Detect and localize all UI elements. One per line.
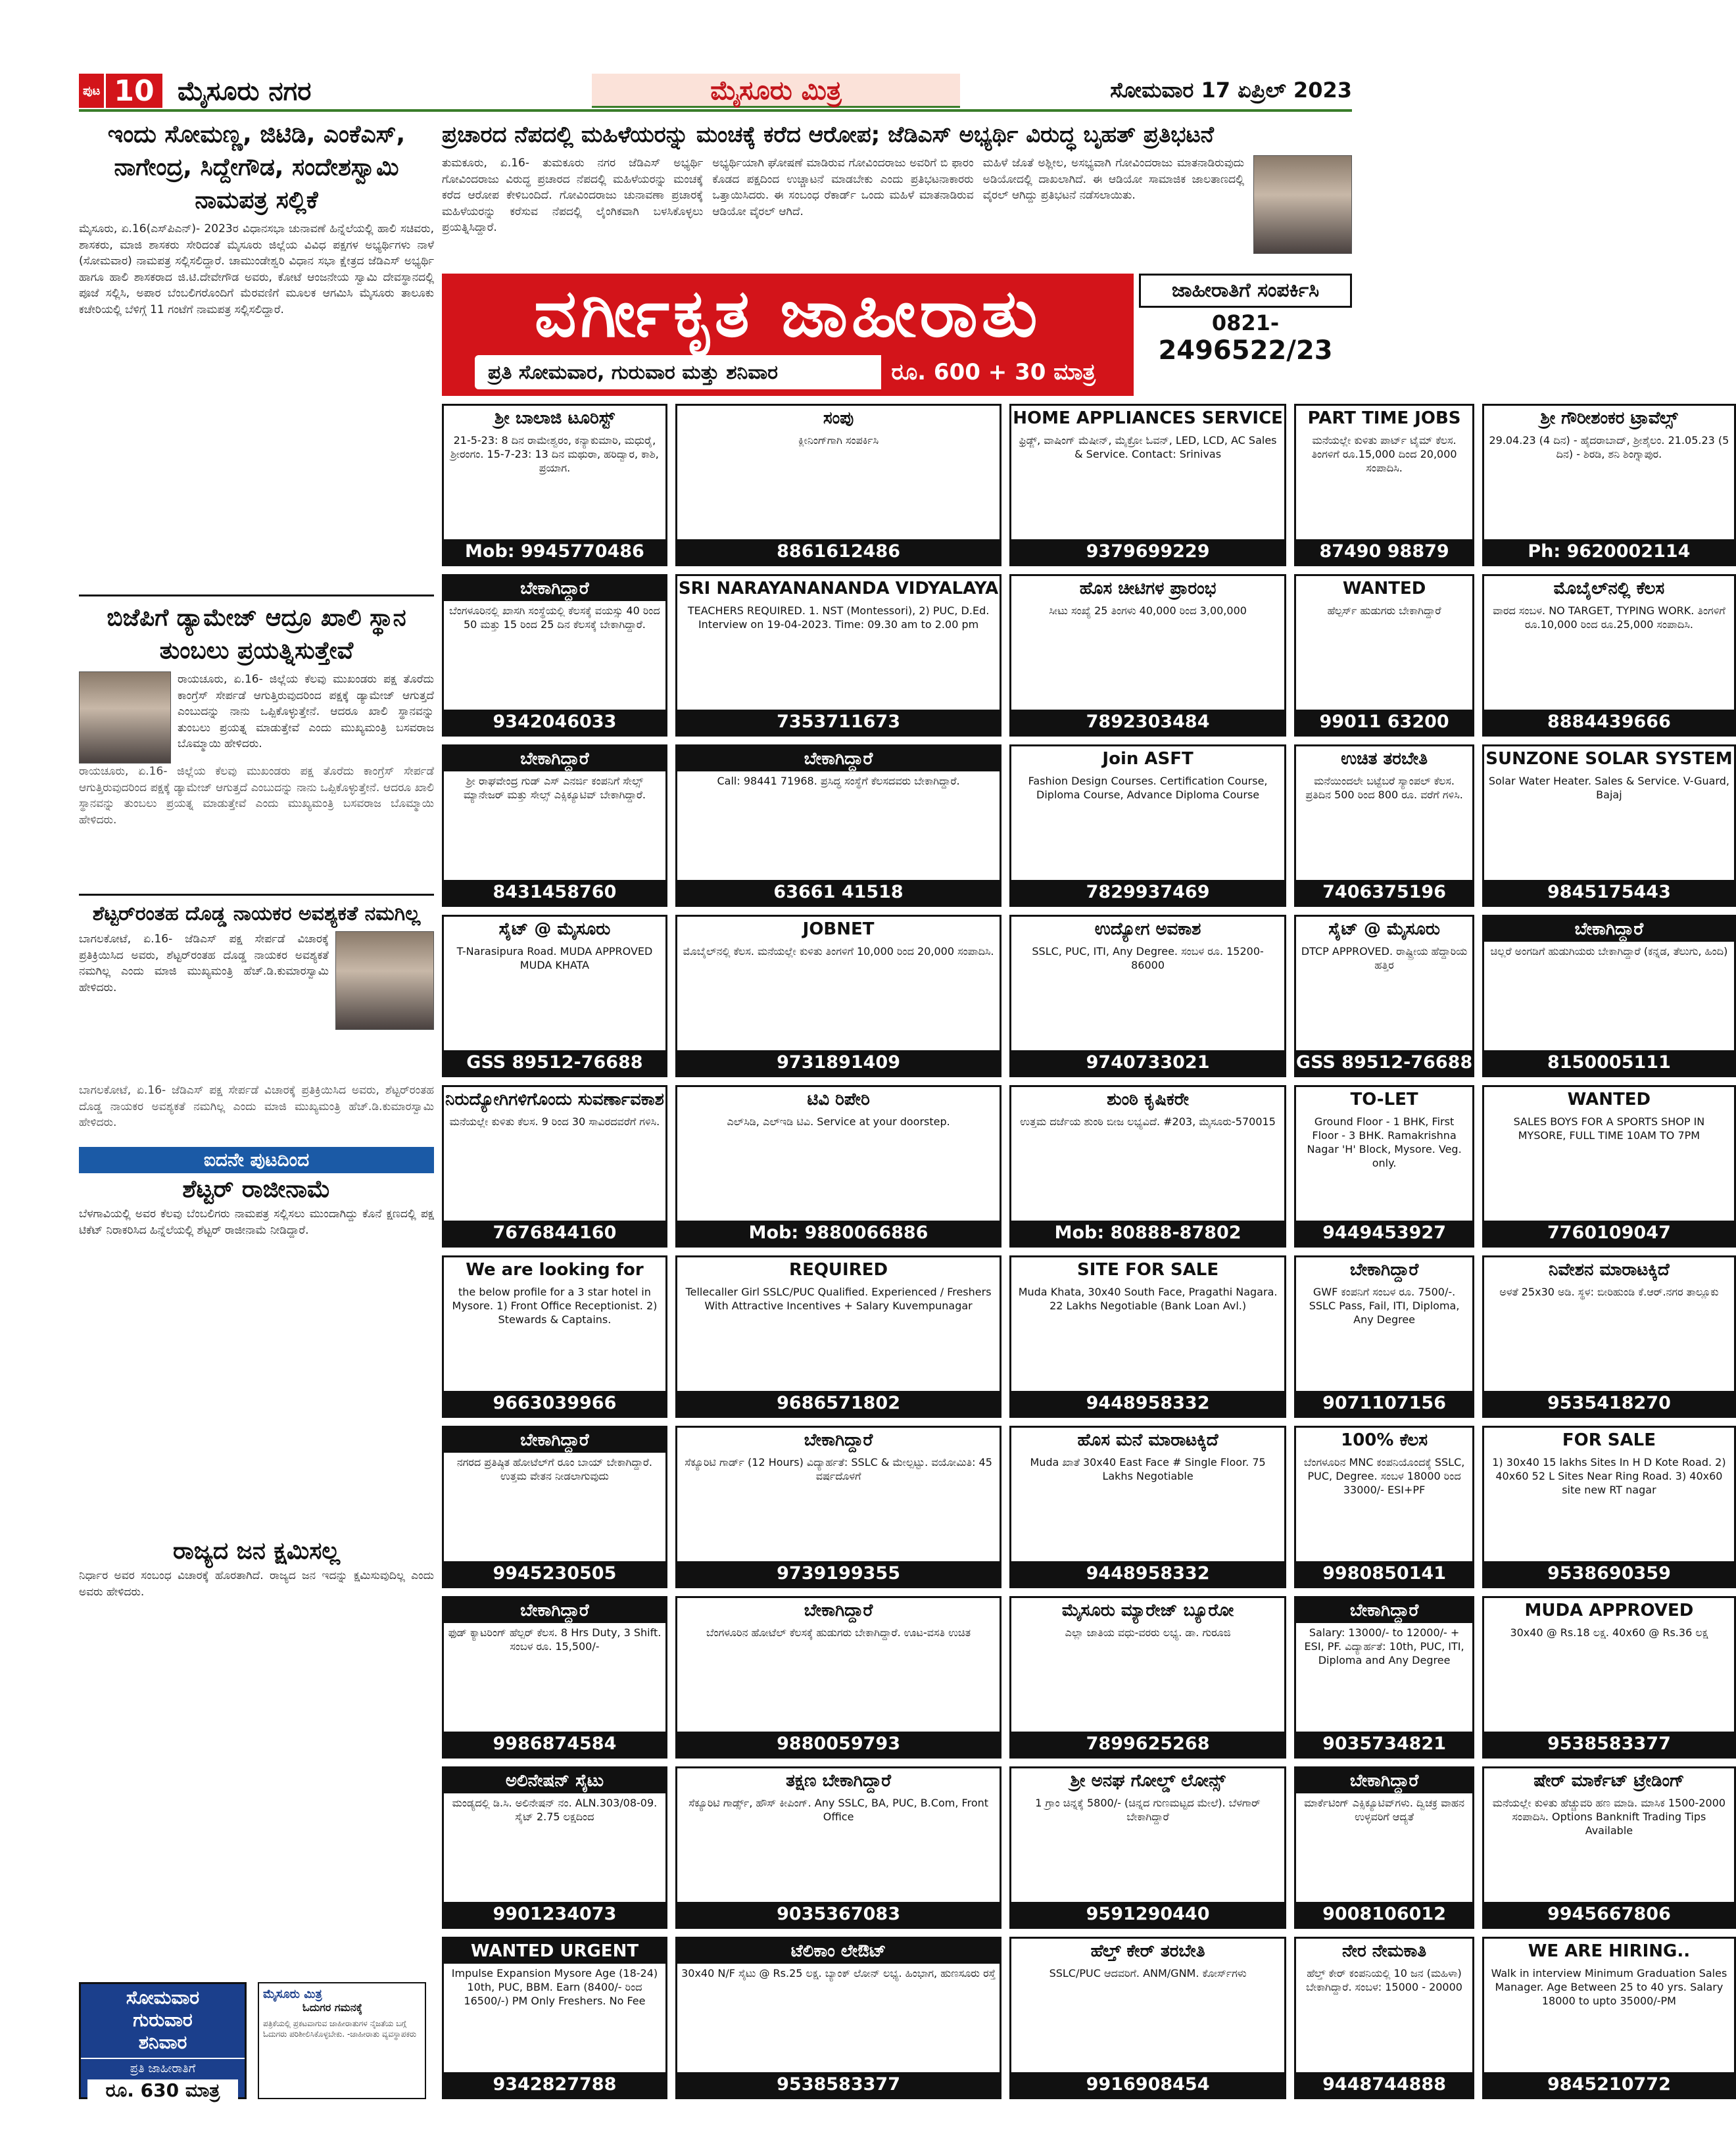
ad-body: 1) 30x40 15 lakhs Sites In H D Kote Road. 2) 40x60 52 L Sites Near Ring Road. 3) 40x60 site new RT nagar	[1492, 1456, 1726, 1496]
ad-phone: 9379699229	[1011, 539, 1284, 564]
ad-phone: 9535418270	[1484, 1391, 1733, 1416]
classified-ad	[442, 1255, 667, 1418]
ad-phone: 9342827788	[444, 2072, 665, 2097]
ad-title: ಬೇಕಾಗಿದ್ದಾರೆ	[1296, 1598, 1472, 1623]
page-number: 10	[104, 74, 162, 108]
classified-ad	[442, 915, 667, 1077]
ad-body: Impulse Expansion Mysore Age (18-24) 10th, PUC, BBM. Earn (8400/- ರಿಂದ 16500/-) PM Only Freshers. No Fee	[451, 1967, 658, 2007]
ad-body: ಶ್ರೀ ರಾಘವೇಂದ್ರ ಗುಡ್ ಎಸ್ ಎನರ್ಜಿ ಕಂಪನಿಗೆ ಸೇಲ್ಸ್ ಮ್ಯಾನೇಜರ್ ಮತ್ತು ಸೇಲ್ಸ್ ಎಕ್ಸಿಕ್ಯೂಟಿವ್ ಬೇಕಾಗಿದ್ದಾರೆ.	[463, 775, 646, 801]
ad-body: ಬೆಂಗಳೂರಿನಲ್ಲಿ ಖಾಸಗಿ ಸಂಸ್ಥೆಯಲ್ಲಿ ಕೆಲಸಕ್ಕೆ ವಯಸ್ಸು 40 ರಿಂದ 50 ಮತ್ತು 15 ರಿಂದ 25 ದಿನ ಕೆಲಸಕ್ಕೆ ಬೇಕಾಗಿದ್ದಾರೆ.	[449, 604, 660, 631]
ad-title: ಬೇಕಾಗಿದ್ದಾರೆ	[444, 1428, 665, 1453]
ad-title: ನಿವೇಶನ ಮಾರಾಟಕ್ಕಿದೆ	[1549, 1260, 1670, 1280]
ad-phone: 9945230505	[444, 1561, 665, 1586]
story5-headline: ರಾಜ್ಯದ ಜನ ಕ್ಷಮಿಸಲ್ಲ	[172, 1538, 341, 1565]
promo-sub: ಪ್ರತಿ ಜಾಹೀರಾತಿಗೆ	[81, 2058, 245, 2075]
story3-body: ಬಾಗಲಕೋಟೆ, ಏ.16- ಜೆಡಿಎಸ್ ಪಕ್ಷ ಸೇರ್ಪಡೆ ವಿಚಾರಕ್ಕೆ ಪ್ರತಿಕ್ರಿಯಿಸಿದ ಅವರು, ಶೆಟ್ಟರ್‌ರಂತಹ ದೊಡ್ಡ ನಾಯಕರ ಅವಶ್ಯಕತೆ ನಮಗಿಲ್ಲ ಎಂದು ಮಾಜಿ ಮುಖ್ಯಮಂತ್ರಿ ಹೆಚ್.ಡಿ.ಕುಮಾರಸ್ವಾಮಿ ಹೇಳಿದರು.	[79, 933, 329, 994]
ad-body: ಕ್ಲೀನಿಂಗ್‌ಗಾಗಿ ಸಂಪರ್ಕಿಸಿ	[798, 434, 879, 447]
classified-ad	[442, 1426, 667, 1588]
classified-ad	[1294, 1085, 1474, 1248]
ad-body: ಮನೆಯಿಂದಲೇ ಬಟ್ಟೆಬರೆ ಸ್ಯಾಂಪಲ್ ಕೆಲಸ. ಪ್ರತಿದಿನ 500 ರಿಂದ 800 ರೂ. ವರೆಗೆ ಗಳಿಸಿ.	[1305, 775, 1463, 801]
story1-body: ಮೈಸೂರು, ಏ.16(ಎಸ್‌ಪಿಎನ್)- 2023ರ ವಿಧಾನಸಭಾ ಚುನಾವಣೆ ಹಿನ್ನೆಲೆಯಲ್ಲಿ ಹಾಲಿ ಸಚಿವರು, ಶಾಸಕರು, ಮಾಜಿ ಶಾಸಕರು ಸೇರಿದಂತೆ ಮೈಸೂರು ಜಿಲ್ಲೆಯ ವಿವಿಧ ಪಕ್ಷಗಳ ಅಭ್ಯರ್ಥಿಗಳು ನಾಳೆ (ಸೋಮವಾರ) ನಾಮಪತ್ರ ಸಲ್ಲಿಸಲಿದ್ದಾರೆ. ಚಾಮುಂಡೇಶ್ವರಿ ವಿಧಾನ ಸಭಾ ಕ್ಷೇತ್ರದ ಜೆಡಿಎಸ್ ಅಭ್ಯರ್ಥಿ ಹಾಗೂ ಹಾಲಿ ಶಾಸಕರಾದ ಜಿ.ಟಿ.ದೇವೇಗೌಡ ಅವರು, ಕೋಟೆ ಆಂಜನೇಯ ಸ್ವಾಮಿ ದೇವಸ್ಥಾನದಲ್ಲಿ ಪೂಜೆ ಸಲ್ಲಿಸಿ, ಅಪಾರ ಬೆಂಬಲಿಗರೊಂದಿಗೆ ಮೆರವಣಿಗೆ ಮೂಲಕ ಆಗಮಿಸಿ ಮೈಸೂರು ತಾಲೂಕು ಕಚೇರಿಯಲ್ಲಿ ಬೆಳಿಗ್ಗೆ 11 ಗಂಟೆಗೆ ನಾಮಪತ್ರ ಸಲ್ಲಿಸಲಿದ್ದಾರೆ.	[79, 222, 434, 316]
ad-body: ಹೆಲ್ಪರ್ಸ್ ಹುಡುಗರು ಬೇಕಾಗಿದ್ದಾರೆ	[1327, 604, 1441, 617]
ad-title: ಶ್ರೀ ಬಾಲಾಜಿ ಟೂರಿಸ್ಟ್	[494, 408, 615, 428]
classified-ad	[675, 1937, 1001, 2099]
ad-body: 21-5-23: 8 ದಿನ ರಾಮೇಶ್ವರಂ, ಕನ್ಯಾಕುಮಾರಿ, ಮಧುರೈ, ಶ್ರೀರಂಗಂ. 15-7-23: 13 ದಿನ ಮಥುರಾ, ಹರಿದ್ವಾರ, ಕಾಶಿ, ಪ್ರಯಾಗ.	[450, 434, 659, 474]
ad-body: 30x40 @ Rs.18 ಲಕ್ಷ. 40x60 @ Rs.36 ಲಕ್ಷ	[1510, 1626, 1708, 1639]
ad-title: JOBNET	[802, 919, 875, 939]
ad-phone: 9739199355	[677, 1561, 1000, 1586]
ad-phone: 9880059793	[677, 1732, 1000, 1757]
classified-ad	[1482, 1596, 1735, 1759]
ad-title: ಶುಂಠಿ ಕೃಷಿಕರೇ	[1107, 1090, 1190, 1109]
top-story-col3: ಮಹಿಳೆ ಜೊತೆ ಅಶ್ಲೀಲ, ಅಸಭ್ಯವಾಗಿ ಗೋವಿಂದರಾಜು ಮಾತನಾಡಿರುವುದು ಅಡಿಯೋದಲ್ಲಿ ದಾಖಲಾಗಿದೆ. ಈ ಆಡಿಯೋ ಸಾಮಾಜಿಕ ಜಾಲತಾಣದಲ್ಲಿ ವೈರಲ್ ಆಗಿದ್ದು ಪ್ರತಿಭಟನೆ ನಡೆಸಲಾಯಿತು.	[982, 157, 1244, 202]
ad-phone: Mob: 80888-87802	[1011, 1221, 1284, 1246]
ad-phone: 7892303484	[1011, 710, 1284, 735]
classified-ad	[1482, 1937, 1735, 2099]
ad-title: SUNZONE SOLAR SYSTEM	[1485, 749, 1733, 769]
classified-ad	[1482, 1766, 1735, 1929]
top-story-col1: ತುಮಕೂರು, ಏ.16- ತುಮಕೂರು ನಗರ ಜೆಡಿಎಸ್ ಅಭ್ಯರ್ಥಿ ಗೋವಿಂದರಾಜು ವಿರುದ್ಧ ಪ್ರಚಾರದ ನೆಪದಲ್ಲಿ ಮಹಿಳೆಯರನ್ನು ಮಂಚಕ್ಕೆ ಕರೆದ ಆರೋಪ ಕೇಳಿಬಂದಿದೆ. ಗೋವಿಂದರಾಜು ಚುನಾವಣಾ ಪ್ರಚಾರಕ್ಕೆ ಮಹಿಳೆಯರನ್ನು ಕರೆಸುವ ನೆಪದಲ್ಲಿ ಲೈಂಗಿಕವಾಗಿ ಬಳಸಿಕೊಳ್ಳಲು ಪ್ರಯತ್ನಿಸಿದ್ದಾರೆ.	[442, 157, 704, 234]
classified-ad	[1482, 1426, 1735, 1588]
ad-phone: 9980850141	[1296, 1561, 1472, 1586]
ad-phone: 7353711673	[677, 710, 1000, 735]
ad-title: ಅಲಿನೇಷನ್ ಸೈಟು	[444, 1768, 665, 1793]
ad-body: SSLC/PUC ಆದವರಿಗೆ. ANM/GNM. ಕೋರ್ಸ್‌ಗಳು	[1049, 1967, 1247, 1979]
ad-title: ತಕ್ಷಣ ಬೇಕಾಗಿದ್ದಾರೆ	[786, 1771, 892, 1791]
ad-title: HOME APPLIANCES SERVICE	[1013, 408, 1283, 428]
ad-title: 100% ಕೆಲಸ	[1341, 1430, 1428, 1450]
ad-phone: 7829937469	[1011, 880, 1284, 905]
banner-strip	[475, 355, 1106, 389]
ad-body: Salary: 13000/- to 12000/- + ESI, PF. ವಿದ್ಯಾರ್ಹತೆ: 10th, PUC, ITI, Diploma and Any Degree	[1304, 1626, 1464, 1666]
ad-phone: 9740733021	[1011, 1050, 1284, 1075]
promo-day: ಸೋಮವಾರ	[126, 1987, 200, 2008]
divider	[79, 894, 434, 896]
banner-contact-label: ಜಾಹೀರಾತಿಗೆ ಸಂಪರ್ಕಿಸಿ	[1139, 274, 1352, 308]
ad-body: ಬೆಂಗಳೂರಿನ MNC ಕಂಪನಿಯೊಂದಕ್ಕೆ SSLC, PUC, Degree. ಸಂಬಳ 18000 ರಿಂದ 33000/- ESI+PF	[1303, 1456, 1465, 1496]
ad-body: 29.04.23 (4 ದಿನ) - ಹೈದರಾಬಾದ್, ಶ್ರೀಶೈಲಂ. 21.05.23 (5 ದಿನ) - ಶಿರಡಿ, ಶನಿ ಶಿಂಗ್ನಾಪುರ.	[1489, 434, 1729, 460]
top-story-headline: ಪ್ರಚಾರದ ನೆಪದಲ್ಲಿ ಮಹಿಳೆಯರನ್ನು ಮಂಚಕ್ಕೆ ಕರೆದ ಆರೋಪ; ಜೆಡಿಎಸ್ ಅಭ್ಯರ್ಥಿ ವಿರುದ್ಧ ಬೃಹತ್ ಪ್ರತಿಭಟನೆ	[442, 122, 1214, 148]
ad-body: TEACHERS REQUIRED. 1. NST (Montessori), 2) PUC, D.Ed. Interview on 19-04-2023. Time: 09.30 am to 2.00 pm	[687, 604, 990, 631]
ad-phone: 9686571802	[677, 1391, 1000, 1416]
ad-phone: 9945667806	[1484, 1902, 1733, 1927]
classified-ad	[1294, 744, 1474, 907]
classified-ad	[675, 574, 1001, 737]
ad-title: PART TIME JOBS	[1307, 408, 1461, 428]
classified-ad	[442, 1596, 667, 1759]
ad-title: ಬೇಕಾಗಿದ್ದಾರೆ	[1349, 1260, 1419, 1280]
continued-from-header: ಐದನೇ ಪುಟದಿಂದ	[79, 1147, 434, 1173]
ad-phone: 9731891409	[677, 1050, 1000, 1075]
classified-ad	[442, 744, 667, 907]
classified-ad	[1294, 915, 1474, 1077]
ad-title: ಷೇರ್ ಮಾರ್ಕೆಟ್ ಟ್ರೇಡಿಂಗ್	[1533, 1771, 1685, 1791]
ad-title: ಮೊಬೈಲ್‌ನಲ್ಲಿ ಕೆಲಸ	[1553, 579, 1665, 598]
top-story	[442, 118, 1352, 267]
section-title: ಮೈಸೂರು ನಗರ	[178, 76, 312, 107]
ad-title: ಬೇಕಾಗಿದ್ದಾರೆ	[444, 746, 665, 771]
ad-title: WANTED	[1567, 1090, 1651, 1109]
page-header	[79, 74, 1352, 108]
ad-title: ಶ್ರೀ ಅನಘ ಗೋಲ್ಡ್ ಲೋನ್ಸ್	[1070, 1771, 1226, 1791]
classified-ad	[675, 744, 1001, 907]
ad-body: 1 ಗ್ರಾಂ ಚಿನ್ನಕ್ಕೆ 5800/- (ಚಿನ್ನದ ಗುಣಮಟ್ಟದ ಮೇಲೆ). ಬೆಳಗಾರ್ ಬೇಕಾಗಿದ್ದಾರೆ	[1035, 1797, 1261, 1823]
ad-phone: GSS 89512-76688	[444, 1050, 665, 1075]
ad-phone: 9035367083	[677, 1902, 1000, 1927]
ad-phone: 9538690359	[1484, 1561, 1733, 1586]
classified-ad	[442, 574, 667, 737]
ad-body: ಮನೆಯಲ್ಲೇ ಕುಳಿತು ಪಾರ್ಟ್ ಟೈಮ್ ಕೆಲಸ. ತಿಂಗಳಿಗೆ ರೂ.15,000 ದಿಂದ 20,000 ಸಂಪಾದಿಸಿ.	[1311, 434, 1457, 474]
classified-ad	[675, 1766, 1001, 1929]
issue-date: ಸೋಮವಾರ 17 ಏಪ್ರಿಲ್ 2023	[1110, 78, 1352, 103]
ad-body: SSLC, PUC, ITI, Any Degree. ಸಂಬಳ ರೂ. 15200-86000	[1032, 945, 1264, 971]
ad-title: ಸೈಟ್ @ ಮೈಸೂರು	[498, 919, 611, 939]
ad-body: ಮನೆಯಲ್ಲೇ ಕುಳಿತು ಹೆಚ್ಚುವರಿ ಹಣ ಮಾಡಿ. ಮಾಸಿಕ 1500-2000 ಸಂಪಾದಿಸಿ. Options Banknift Trading Tips Available	[1492, 1797, 1726, 1837]
ad-body: Ground Floor - 1 BHK, First Floor - 3 BHK. Ramakrishna Nagar 'H' Block, Mysore. Veg. only.	[1307, 1115, 1462, 1169]
classified-ad	[1009, 1255, 1286, 1418]
story1-headline: ಇಂದು ಸೋಮಣ್ಣ, ಜಿಟಿಡಿ, ಎಂಕೆಎಸ್, ನಾಗೇಂದ್ರ, ಸಿದ್ದೇಗೌಡ, ಸಂದೇಶಸ್ವಾಮಿ ನಾಮಪತ್ರ ಸಲ್ಲಿಕೆ	[107, 121, 406, 214]
banner-days: ಪ್ರತಿ ಸೋಮವಾರ, ಗುರುವಾರ ಮತ್ತು ಶನಿವಾರ	[488, 360, 779, 384]
ad-title: We are looking for	[466, 1260, 644, 1280]
ad-title: ಬೇಕಾಗಿದ್ದಾರೆ	[804, 1601, 873, 1620]
ad-body: ಮೊಬೈಲ್‌ನಲ್ಲಿ ಕೆಲಸ. ಮನೆಯಲ್ಲೇ ಕುಳಿತು ತಿಂಗಳಿಗೆ 10,000 ರಿಂದ 20,000 ಸಂಪಾದಿಸಿ.	[683, 945, 994, 958]
story4-headline: ಶೆಟ್ಟರ್ ರಾಜೀನಾಮೆ	[182, 1176, 331, 1203]
ad-title: REQUIRED	[789, 1260, 888, 1280]
promo-price: ರೂ. 630 ಮಾತ್ರ	[87, 2079, 238, 2102]
promo-box	[79, 1982, 247, 2099]
ad-phone: 87490 98879	[1296, 539, 1472, 564]
classified-ad	[1009, 574, 1286, 737]
ad-phone: 9663039966	[444, 1391, 665, 1416]
notice-title: ಮೈಸೂರು ಮಿತ್ರ	[263, 1987, 322, 2001]
ad-body: Call: 98441 71968. ಪ್ರಸಿದ್ಧ ಸಂಸ್ಥೆಗೆ ಕೆಲಸದವರು ಬೇಕಾಗಿದ್ದಾರೆ.	[717, 775, 960, 787]
classified-ad	[442, 1937, 667, 2099]
ad-phone: 7760109047	[1484, 1221, 1733, 1246]
classified-ad	[675, 1085, 1001, 1248]
ad-body: ನಗರದ ಪ್ರತಿಷ್ಠಿತ ಹೋಟೆಲ್‌ಗೆ ರೂಂ ಬಾಯ್ ಬೇಕಾಗಿದ್ದಾರೆ. ಉತ್ತಮ ವೇತನ ನೀಡಲಾಗುವುದು	[456, 1456, 653, 1482]
ad-title: ಬೇಕಾಗಿದ್ದಾರೆ	[804, 1430, 873, 1450]
ad-phone: 9845175443	[1484, 880, 1733, 905]
ad-phone: 9071107156	[1296, 1391, 1472, 1416]
ad-title: MUDA APPROVED	[1524, 1601, 1694, 1620]
ad-body: Tellecaller Girl SSLC/PUC Qualified. Experienced / Freshers With Attractive Incentives + Salary Kuvempunagar	[685, 1286, 992, 1312]
ad-body: ವಾರದ ಸಂಬಳ. NO TARGET, TYPING WORK. ತಿಂಗಳಿಗೆ ರೂ.10,000 ರಿಂದ ರೂ.25,000 ಸಂಪಾದಿಸಿ.	[1493, 604, 1725, 631]
ad-phone: 9449453927	[1296, 1221, 1472, 1246]
ad-body: Muda Khata, 30x40 South Face, Pragathi Nagara. 22 Lakhs Negotiable (Bank Loan Avl.)	[1018, 1286, 1278, 1312]
ad-phone: 9035734821	[1296, 1732, 1472, 1757]
classified-ad	[675, 1596, 1001, 1759]
ad-phone: 8150005111	[1484, 1050, 1733, 1075]
ad-phone: 7406375196	[1296, 880, 1472, 905]
ad-body: ಸೆಕ್ಯೂರಿಟಿ ಗಾರ್ಡ್ಸ್, ಹೌಸ್ ಕೀಪಿಂಗ್. Any SSLC, BA, PUC, B.Com, Front Office	[688, 1797, 989, 1823]
ad-body: ಮಾರ್ಕೆಟಿಂಗ್ ಎಕ್ಸಿಕ್ಯೂಟಿವ್‌ಗಳು. ದ್ವಿಚಕ್ರ ವಾಹನ ಉಳ್ಳವರಿಗೆ ಆದ್ಯತೆ	[1304, 1797, 1465, 1823]
ad-title: ಸಂಪು	[823, 408, 854, 428]
ad-phone: 8431458760	[444, 880, 665, 905]
ad-title: TO-LET	[1350, 1090, 1418, 1109]
page-label: ಪುಟ	[79, 74, 104, 108]
ad-body: GWF ಕಂಪನಿಗೆ ಸಂಬಳ ರೂ. 7500/-. SSLC Pass, Fail, ITI, Diploma, Any Degree	[1309, 1286, 1460, 1326]
ad-title: ಬೇಕಾಗಿದ್ದಾರೆ	[444, 1598, 665, 1623]
ad-phone: 9448744888	[1296, 2072, 1472, 2097]
classified-ad	[1009, 1085, 1286, 1248]
classified-ad	[1294, 1937, 1474, 2099]
ad-body: ಮನೆಯಲ್ಲೇ ಕುಳಿತು ಕೆಲಸ. 9 ರಿಂದ 30 ಸಾವಿರದವರೆಗೆ ಗಳಿಸಿ.	[449, 1115, 660, 1128]
ad-title: ನೇರ ನೇಮಕಾತಿ	[1341, 1941, 1427, 1961]
banner-main	[442, 274, 1134, 396]
ad-title: ಬೇಕಾಗಿದ್ದಾರೆ	[677, 746, 1000, 771]
ad-phone: 8884439666	[1484, 710, 1733, 735]
classified-ad	[1009, 1426, 1286, 1588]
divider	[79, 595, 434, 596]
ad-title: ಹೊಸ ಚೀಟಿಗಳ ಪ್ರಾರಂಭ	[1079, 579, 1217, 598]
ad-title: ಬೇಕಾಗಿದ್ದಾರೆ	[444, 576, 665, 601]
classified-ad	[1482, 915, 1735, 1077]
ad-title: WANTED URGENT	[444, 1939, 665, 1964]
promo-day: ಗುರುವಾರ	[133, 2009, 193, 2031]
story2-continued: ರಾಯಚೂರು, ಏ.16- ಜಿಲ್ಲೆಯ ಕೆಲವು ಮುಖಂಡರು ಪಕ್ಷ ತೊರೆದು ಕಾಂಗ್ರೆಸ್ ಸೇರ್ಪಡೆ ಆಗುತ್ತಿರುವುದರಿಂದ ಪಕ್ಷಕ್ಕೆ ಡ್ಯಾಮೇಜ್ ಆಗುತ್ತದೆ ಎಂಬುದನ್ನು ನಾನು ಒಪ್ಪಿಕೊಳ್ಳುತ್ತೇನೆ. ಆದರೂ ಖಾಲಿ ಸ್ಥಾನವನ್ನು ತುಂಬಲು ಪ್ರಯತ್ನ ಮಾಡುತ್ತೇವೆ ಎಂದು ಮುಖ್ಯಮಂತ್ರಿ ಬಸವರಾಜ ಬೊಮ್ಮಾಯಿ ಹೇಳಿದರು.	[79, 765, 434, 827]
ad-title: SRI NARAYANANANDA VIDYALAYA	[678, 579, 999, 598]
classified-ad	[675, 1255, 1001, 1418]
ad-body: ಚಿಲ್ಲರೆ ಅಂಗಡಿಗೆ ಹುಡುಗಿಯರು ಬೇಕಾಗಿದ್ದಾರೆ (ಕನ್ನಡ, ತೆಲುಗು, ಹಿಂದಿ)	[1490, 945, 1728, 958]
banner-phone: 2496522/23	[1158, 335, 1333, 366]
classified-ad	[1294, 1255, 1474, 1418]
ad-title: ಹೊಸ ಮನೆ ಮಾರಾಟಕ್ಕಿದೆ	[1077, 1430, 1218, 1450]
ad-body: ಸೆಕ್ಯೂರಿಟಿ ಗಾರ್ಡ್ (12 Hours) ವಿದ್ಯಾರ್ಹತೆ: SSLC & ಮೇಲ್ಪಟ್ಟು. ವಯೋಮಿತಿ: 45 ವರ್ಷದೊಳಗೆ	[685, 1456, 992, 1482]
ad-phone: 9448958332	[1011, 1391, 1284, 1416]
ad-title: ಉದ್ಯೋಗ ಅವಕಾಶ	[1094, 919, 1201, 939]
classified-ad	[1482, 574, 1735, 737]
ad-phone: 9538583377	[1484, 1732, 1733, 1757]
classified-ad	[1482, 744, 1735, 907]
ad-phone: Mob: 9880066886	[677, 1221, 1000, 1246]
candidate-photo	[1253, 155, 1352, 254]
ad-body: T-Narasipura Road. MUDA APPROVED MUDA KHATA	[456, 945, 653, 971]
ad-phone: 9342046033	[444, 710, 665, 735]
ad-phone: 9538583377	[677, 2072, 1000, 2097]
classified-ad	[675, 915, 1001, 1077]
ad-title: ಬೇಕಾಗಿದ್ದಾರೆ	[1484, 917, 1733, 942]
classified-ads-grid	[442, 404, 1733, 2099]
classified-ad	[1009, 744, 1286, 907]
ad-title: ನಿರುದ್ಯೋಗಿಗಳಿಗೊಂದು ಸುವರ್ಣಾವಕಾಶ	[445, 1090, 664, 1109]
classified-ad	[675, 404, 1001, 566]
banner-contact	[1139, 274, 1352, 396]
ad-phone: GSS 89512-76688	[1296, 1050, 1472, 1075]
story2-body: ರಾಯಚೂರು, ಏ.16- ಜಿಲ್ಲೆಯ ಕೆಲವು ಮುಖಂಡರು ಪಕ್ಷ ತೊರೆದು ಕಾಂಗ್ರೆಸ್ ಸೇರ್ಪಡೆ ಆಗುತ್ತಿರುವುದರಿಂದ ಪಕ್ಷಕ್ಕೆ ಡ್ಯಾಮೇಜ್ ಆಗುತ್ತದೆ ಎಂಬುದನ್ನು ನಾನು ಒಪ್ಪಿಕೊಳ್ಳುತ್ತೇನೆ. ಆದರೂ ಖಾಲಿ ಸ್ಥಾನವನ್ನು ತುಂಬಲು ಪ್ರಯತ್ನ ಮಾಡುತ್ತೇವೆ ಎಂದು ಮುಖ್ಯಮಂತ್ರಿ ಬಸವರಾಜ ಬೊಮ್ಮಾಯಿ ಹೇಳಿದರು.	[178, 673, 434, 750]
ad-title: ಹೆಲ್ತ್ ಕೇರ್ ತರಬೇತಿ	[1090, 1941, 1205, 1961]
ad-body: ಎಲ್‌ಸಿಡಿ, ಎಲ್‌ಇಡಿ ಟಿವಿ. Service at your doorstep.	[727, 1115, 950, 1128]
classified-banner	[442, 274, 1352, 396]
ad-title: WE ARE HIRING..	[1528, 1941, 1691, 1961]
classified-ad	[675, 1426, 1001, 1588]
ad-phone: 9901234073	[444, 1902, 665, 1927]
ad-body: ಹೆಲ್ತ್ ಕೇರ್ ಕಂಪನಿಯಲ್ಲಿ 10 ಜನ (ಮಹಿಳಾ) ಬೇಕಾಗಿದ್ದಾರೆ. ಸಂಬಳ: 15000 - 20000	[1306, 1967, 1462, 1993]
ad-body: ಫುಡ್ ಕ್ಯಾಟರಿಂಗ್ ಹೆಲ್ಪರ್ ಕೆಲಸ. 8 Hrs Duty, 3 Shift. ಸಂಬಳ ರೂ. 15,500/-	[448, 1626, 662, 1653]
classified-ad	[1482, 1085, 1735, 1248]
bommai-photo	[79, 671, 171, 764]
ad-body: ಫ್ರಿಡ್ಜ್, ವಾಷಿಂಗ್ ಮೆಷೀನ್, ಮೈಕ್ರೋ ಓವನ್, LED, LCD, AC Sales & Service. Contact: Srinivas	[1019, 434, 1277, 460]
ad-title: ಬೇಕಾಗಿದ್ದಾರೆ	[1296, 1768, 1472, 1793]
notice-subtitle: ಓದುಗರ ಗಮನಕ್ಕೆ	[302, 2001, 362, 2014]
ad-phone: 7676844160	[444, 1221, 665, 1246]
classified-ad	[1009, 1766, 1286, 1929]
story5-body: ನಿರ್ಧಾರ ಅವರ ಸಂಬಂಧ ವಿಚಾರಕ್ಕೆ ಹೊರತಾಗಿದೆ. ರಾಜ್ಯದ ಜನ ಇದನ್ನು ಕ್ಷಮಿಸುವುದಿಲ್ಲ ಎಂದು ಅವರು ಹೇಳಿದರು.	[79, 1569, 434, 1599]
classified-ad	[442, 1085, 667, 1248]
classified-ad	[442, 404, 667, 566]
ad-phone: 9008106012	[1296, 1902, 1472, 1927]
ad-title: FOR SALE	[1562, 1430, 1656, 1450]
ad-phone: Mob: 9945770486	[444, 539, 665, 564]
ad-phone: 8861612486	[677, 539, 1000, 564]
banner-std: 0821-	[1211, 310, 1280, 335]
top-story-col2: ಅಭ್ಯರ್ಥಿಯಾಗಿ ಘೋಷಣೆ ಮಾಡಿರುವ ಗೋವಿಂದರಾಜು ಅವರಿಗೆ ಬಿ ಫಾರಂ ಕೊಡದ ಪಕ್ಷದಿಂದ ಉಚ್ಚಾಟನೆ ಮಾಡಬೇಕು ಎಂದು ಪ್ರತಿಭಟನಾಕಾರರು ಒತ್ತಾಯಿಸಿದರು. ಈ ಸಂಬಂಧ ರೆಕಾರ್ಡ್ ಒಂದು ಮಹಿಳೆ ಮಾತನಾಡಿರುವ ಆಡಿಯೋ ವೈರಲ್ ಆಗಿದೆ.	[712, 157, 974, 218]
ad-title: ಟೆಲಿಕಾಂ ಲೇಔಟ್	[677, 1939, 1000, 1964]
kumaraswamy-photo	[335, 931, 434, 1030]
ad-body: 30x40 N/F ಸೈಟು @ Rs.25 ಲಕ್ಷ. ಬ್ಯಾಂಕ್ ಲೋನ್ ಲಭ್ಯ. ಹಿಂಭಾಗ, ಹುಣಸೂರು ರಸ್ತೆ	[681, 1967, 996, 1979]
ad-phone: 9916908454	[1011, 2072, 1284, 2097]
classified-ad	[1482, 404, 1735, 566]
reader-notice	[258, 1982, 426, 2099]
ad-body: the below profile for a 3 star hotel in Mysore. 1) Front Office Receptionist. 2) Stewards & Captains.	[452, 1286, 658, 1326]
ad-body: ಎಲ್ಲಾ ಜಾತಿಯ ವಧು-ವರರು ಲಭ್ಯ. ಡಾ. ಗುರೂಜಿ	[1065, 1626, 1231, 1639]
ad-phone: 7899625268	[1011, 1732, 1284, 1757]
ad-phone: 9986874584	[444, 1732, 665, 1757]
ad-body: SALES BOYS FOR A SPORTS SHOP IN MYSORE, FULL TIME 10AM TO 7PM	[1513, 1115, 1705, 1142]
classified-ad	[1294, 1426, 1474, 1588]
classified-ad	[442, 1766, 667, 1929]
ad-title: ಸೈಟ್ @ ಮೈಸೂರು	[1328, 919, 1440, 939]
classified-ad	[1294, 574, 1474, 737]
ad-phone: 9448958332	[1011, 1561, 1284, 1586]
ad-body: ಉತ್ತಮ ದರ್ಜೆಯ ಶುಂಠಿ ಬೀಜ ಲಭ್ಯವಿದೆ. #203, ಮೈಸೂರು-570015	[1020, 1115, 1276, 1128]
ad-title: SITE FOR SALE	[1077, 1260, 1219, 1280]
notice-body: ಪತ್ರಿಕೆಯಲ್ಲಿ ಪ್ರಕಟವಾಗುವ ಜಾಹೀರಾತುಗಳ ನೈಜತೆಯ ಬಗ್ಗೆ ಓದುಗರು ಪರಿಶೀಲಿಸಿಕೊಳ್ಳಬೇಕು. -ಜಾಹೀರಾತು ವ್ಯವಸ್ಥಾಪಕರು	[263, 2019, 417, 2039]
ad-phone: 9591290440	[1011, 1902, 1284, 1927]
ad-body: Walk in interview Minimum Graduation Sales Manager. Age Between 25 to 40 yrs. Salary 18000 to upto 35000/-PM	[1491, 1967, 1727, 2007]
ad-body: Fashion Design Courses. Certification Course, Diploma Course, Advance Diploma Course	[1028, 775, 1268, 801]
story4-body: ಬೆಳಗಾವಿಯಲ್ಲಿ ಅವರ ಕೆಲವು ಬೆಂಬಲಿಗರು ನಾಮಪತ್ರ ಸಲ್ಲಿಸಲು ಮುಂದಾಗಿದ್ದು ಕೊನೆ ಕ್ಷಣದಲ್ಲಿ ಪಕ್ಷ ಟಿಕೆಟ್ ನಿರಾಕರಿಸಿದ ಹಿನ್ನೆಲೆಯಲ್ಲಿ ಶೆಟ್ಟರ್ ರಾಜೀನಾಮೆ ನೀಡಿದ್ದಾರೆ.	[79, 1207, 434, 1237]
banner-title: ವರ್ಗೀಕೃತ ಜಾಹೀರಾತು	[534, 275, 1042, 352]
ad-phone: 63661 41518	[677, 880, 1000, 905]
story2-headline: ಬಿಜೆಪಿಗೆ ಡ್ಯಾಮೇಜ್ ಆದ್ರೂ ಖಾಲಿ ಸ್ಥಾನ ತುಂಬಲು ಪ್ರಯತ್ನಿಸುತ್ತೇವೆ	[107, 604, 406, 664]
classified-ad	[1009, 1596, 1286, 1759]
ad-body: ಅಳತೆ 25x30 ಅಡಿ. ಸ್ಥಳ: ಬೀರಿಹುಂಡಿ ಕೆ.ಆರ್.ನಗರ ತಾಲ್ಲೂಕು	[1499, 1286, 1719, 1298]
ad-body: Solar Water Heater. Sales & Service. V-Guard, Bajaj	[1488, 775, 1729, 801]
ad-title: WANTED	[1342, 579, 1426, 598]
ad-body: Muda ಖಾತೆ 30x40 East Face # Single Floor. 75 Lakhs Negotiable	[1030, 1456, 1266, 1482]
classified-ad	[1009, 404, 1286, 566]
header-rule	[79, 109, 1352, 112]
classified-ad	[1009, 915, 1286, 1077]
ad-phone: 9845210772	[1484, 2072, 1733, 2097]
classified-ad	[1482, 1255, 1735, 1418]
ad-body: ಸೀಟು ಸಂಖ್ಯೆ 25 ತಿಂಗಳು 40,000 ರಿಂದ 3,00,000	[1049, 604, 1247, 617]
promo-day: ಶನಿವಾರ	[138, 2031, 187, 2053]
ad-phone: 99011 63200	[1296, 710, 1472, 735]
ad-title: ಉಚಿತ ತರಬೇತಿ	[1341, 749, 1428, 769]
banner-price: ರೂ. 600 + 30 ಮಾತ್ರ	[881, 355, 1107, 389]
story3-headline: ಶೆಟ್ಟರ್‌ರಂತಹ ದೊಡ್ಡ ನಾಯಕರ ಅವಶ್ಯಕತೆ ನಮಗಿಲ್ಲ	[92, 902, 421, 925]
page-number-box	[79, 74, 162, 108]
classified-ad	[1294, 404, 1474, 566]
classified-ad	[1294, 1766, 1474, 1929]
ad-title: ಮೈಸೂರು ಮ್ಯಾರೇಜ್ ಬ್ಯೂರೋ	[1061, 1601, 1234, 1620]
ad-phone: Ph: 9620002114	[1484, 539, 1733, 564]
paper-logo: ಮೈಸೂರು ಮಿತ್ರ	[592, 74, 960, 108]
ad-title: ಶ್ರೀ ಗೌರೀಶಂಕರ ಟ್ರಾವೆಲ್ಸ್	[1540, 408, 1678, 428]
ad-title: Join ASFT	[1102, 749, 1194, 769]
ad-body: DTCP APPROVED. ರಾಷ್ಟ್ರೀಯ ಹೆದ್ದಾರಿಯ ಹತ್ತಿರ	[1301, 945, 1468, 971]
ad-body: ಮಂಡ್ಯದಲ್ಲಿ ಡಿ.ಸಿ. ಅಲಿನೇಷನ್ ನಂ. ALN.303/08-09. ಸೈಟ್ 2.75 ಲಕ್ಷದಿಂದ	[452, 1797, 658, 1823]
left-column	[79, 118, 434, 1883]
story3-continued: ಬಾಗಲಕೋಟೆ, ಏ.16- ಜೆಡಿಎಸ್ ಪಕ್ಷ ಸೇರ್ಪಡೆ ವಿಚಾರಕ್ಕೆ ಪ್ರತಿಕ್ರಿಯಿಸಿದ ಅವರು, ಶೆಟ್ಟರ್‌ರಂತಹ ದೊಡ್ಡ ನಾಯಕರ ಅವಶ್ಯಕತೆ ನಮಗಿಲ್ಲ ಎಂದು ಮಾಜಿ ಮುಖ್ಯಮಂತ್ರಿ ಹೆಚ್.ಡಿ.ಕುಮಾರಸ್ವಾಮಿ ಹೇಳಿದರು.	[79, 1084, 434, 1129]
classified-ad	[1009, 1937, 1286, 2099]
ad-title: ಟಿವಿ ರಿಪೇರಿ	[807, 1090, 870, 1109]
classified-ad	[1294, 1596, 1474, 1759]
ad-body: ಬೆಂಗಳೂರಿನ ಹೋಟೆಲ್ ಕೆಲಸಕ್ಕೆ ಹುಡುಗರು ಬೇಕಾಗಿದ್ದಾರೆ. ಊಟ-ವಸತಿ ಉಚಿತ	[706, 1626, 971, 1639]
